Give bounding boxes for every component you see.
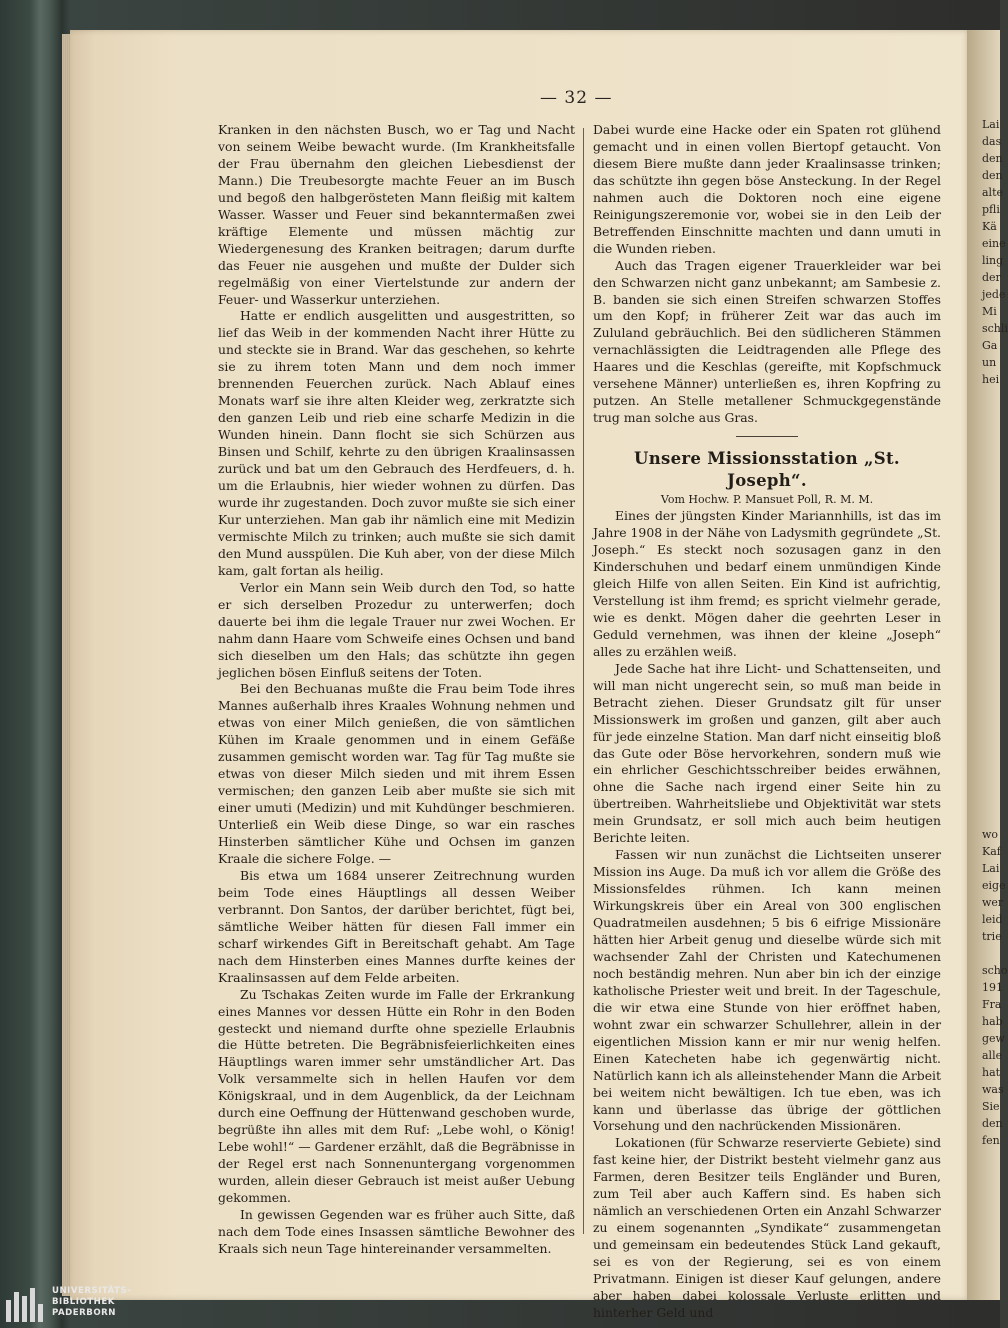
paragraph: Dabei wurde eine Hacke oder ein Spaten rot glühend gemacht und in einen vollen Biertopf getaucht. Von diesem Biere mußte dann jeder Kraalinsasse trinken; das schützte ihn gegen böse Ansteckung. In der Regel nahmen auch die Doktoren noch eine eigene Reinigungszeremonie vor, wobei sie in den Leib der Betreffenden Einschnitte machten und dann umuti in die Wunden rieben. bbox=[593, 122, 941, 256]
paragraph: Bis etwa um 1684 unserer Zeitrechnung wurden beim Tode eines Häuptlings all dessen Weiber verbrannt. Don Santos, der darüber berichtet, fügt bei, sämtliche Weiber hätten für diesen Fall immer ein scharf wirkendes Gift in Bereitschaft gehabt. Am Tage nach dem Hinsterben eines Mannes durfte keines der Kraalinsassen auf dem Felde arbeiten. bbox=[218, 867, 575, 985]
article-title: Unsere Missionsstation „St. Joseph“. bbox=[634, 449, 900, 491]
facing-page-fragment: ling bbox=[982, 254, 1004, 267]
facing-page-fragment: schli bbox=[982, 322, 1008, 335]
paragraph: Eines der jüngsten Kinder Mariannhills, ist das im Jahre 1908 in der Nähe von Ladysmith gegründete „St. Joseph.“ Es steckt noch sozusagen ganz in den Kinderschuhen und bedarf einem unmündigen Kinde gleich Hilfe von allen Seiten. Ein Kind ist aufrichtig, Verstellung ist ihm fremd; es spricht vielmehr gerade, wie es denkt. Mögen daher die geehrten Leser in Geduld vernehmen, was ihnen der kleine „Joseph“ alles zu erzählen weiß. bbox=[593, 508, 941, 659]
facing-page-fragment: Lai bbox=[982, 118, 1000, 131]
facing-page-fragment: den bbox=[982, 1117, 1003, 1130]
facing-page-fragment: alte bbox=[982, 186, 1004, 199]
page-number: — 32 — bbox=[540, 88, 613, 108]
paragraph: Fassen wir nun zunächst die Lichtseiten unserer Mission ins Auge. Da muß ich vor allem die Größe des Missionsfeldes rühmen. Ich kann meinen Wirkungskreis über ein Areal von 300 englischen Quadratmeilen ausdehnen; 5 bis 6 eifrige Missionäre hätten hier Arbeit genug und dieselbe würde sich mit wachsender Zahl der Christen und Katechumenen noch beständig mehren. Nun aber bin ich der einzige katholische Priester weit und breit. In der Tageschule, die wir etwa eine Stunde von hier eröffnet haben, wohnt zwar ein schwarzer Schullehrer, allein in der eigentlichen Mission kann er mir nur wenig helfen. Einen Katecheten habe ich gegenwärtig nicht. Natürlich kann ich als alleinstehender Mann die Arbeit bei weitem nicht bewältigen. Ich tue eben, was ich kann und überlasse das übrige der göttlichen Vorsehung und den nachrückenden Missionären. bbox=[593, 847, 941, 1134]
facing-page-fragment: trie bbox=[982, 930, 1002, 943]
article-byline: Vom Hochw. P. Mansuet Poll, R. M. M. bbox=[660, 493, 874, 507]
paragraph: Kranken in den nächsten Busch, wo er Tag und Nacht von seinem Weibe bewacht wurde. (Im Krankheitsfalle der Frau übernahm den gleichen Liebesdienst der Mann.) Die Treubesorgte machte Feuer an im Busch und begoß den halbgerösteten Mann fleißig mit kaltem Wasser. Wasser und Feuer sind bekanntermaßen zwei kräftige Elemente und müssen mächtig zur Wiedergenesung des Kranken beitragen; darum durfte das Feuer nie ausgehen und mußte der Dulder sich regelmäßig von einer Viertelstunde zur andern der Feuer- und Wasserkur unterziehen. bbox=[218, 122, 575, 307]
paragraph: Hatte er endlich ausgelitten und ausgestritten, so lief das Weib in der kommenden Nacht ihrer Hütte zu und steckte sie in Brand. War das geschehen, so kehrte sie zu ihrem toten Mann und dem noch immer brennenden Feuerchen zurück. Nach Ablauf eines Monats warf sie ihre alten Kleider weg, zerkratzte sich den ganzen Leib und rieb eine scharfe Medizin in die Wunden hinein. Dann flocht sie sich Schürzen aus Binsen und Schilf, kehrte zu den übrigen Kraalinsassen zurück und bat um den Gebrauch des Herdfeuers, d. h. um die Erlaubnis, hier wieder wohnen zu dürfen. Das wurde ihr zugestanden. Doch zuvor mußte sie sich einer Kur unterziehen. Man gab ihr nämlich eine mit Medizin vermischte Milch zu trinken; auch mußte sie sich damit den Mund ausspülen. Die Kuh aber, von der diese Milch kam, galt fortan als heilig. bbox=[218, 308, 575, 578]
facing-page-fragment: den bbox=[982, 169, 1003, 182]
paragraph: Zu Tschakas Zeiten wurde im Falle der Erkrankung eines Mannes vor dessen Hütte ein Rohr in den Boden gesteckt und niemand durfte ohne spezielle Erlaubnis die Hütte betreten. Die Begräbnisfeierlichkeiten eines Häuptlings waren immer sehr umständlicher Art. Das Volk versammelte sich in hellen Haufen vor dem Königskraal, und in dem Augenblick, da der Leichnam durch eine Oeffnung der Hüttenwand geschoben wurde, begrüßte ihn alles mit dem Ruf: „Lebe wohl, o König! Lebe wohl!“ — Gardener erzählt, daß die Begräbnisse in der Regel erst nach Sonnenuntergang vorgenommen wurden, allein dieser Gebrauch ist meist außer Uebung gekommen. bbox=[218, 986, 575, 1206]
facing-page-fragment: wo bbox=[982, 828, 999, 841]
paragraph: In gewissen Gegenden war es früher auch Sitte, daß nach dem Tode eines Insassen sämtliche Bewohner des Kraals sich neun Tage hintereinander versammelten. bbox=[218, 1207, 575, 1256]
facing-page-fragment: eige bbox=[982, 879, 1006, 892]
facing-page-fragment: Fra bbox=[982, 998, 1002, 1011]
section-separator bbox=[736, 436, 798, 437]
facing-page-fragment: hab bbox=[982, 1015, 1003, 1028]
facing-page-fragment: Kä bbox=[982, 220, 997, 233]
facing-page-fragment bbox=[982, 945, 1000, 962]
page-stack-edge bbox=[62, 34, 70, 1296]
facing-page-fragment: hat bbox=[982, 1066, 1001, 1079]
facing-page-text-bottom bbox=[982, 826, 1008, 1149]
paragraph: Lokationen (für Schwarze reservierte Gebiete) sind fast keine hier, der Distrikt besteht vielmehr ganz aus Farmen, deren Besitzer teils Engländer und Buren, zum Teil aber auch Kaffern sind. Es haben sich nämlich an verschiedenen Orten ein Anzahl Schwarzer zu einem sogenannten „Syndikate“ zusammengetan und gemeinsam ein bedeutendes Stück Land gekauft, sei es von der Regierung, sei es von einem Privatmann. Einigen ist dieser Kauf gelungen, andere aber haben dabei kolossale Verluste erlitten und hinterher Geld und bbox=[593, 1135, 941, 1320]
facing-page-text-top bbox=[982, 116, 1008, 388]
logo-line: PADERBORN bbox=[52, 1308, 116, 1318]
facing-page-fragment: fen bbox=[982, 1134, 1000, 1147]
right-column-continuation bbox=[593, 122, 941, 427]
facing-page-fragment: 191 bbox=[982, 981, 1003, 994]
facing-page-fragment: Kaf bbox=[982, 845, 1001, 858]
facing-page-fragment: un bbox=[982, 356, 997, 369]
facing-page-fragment: der bbox=[982, 271, 1001, 284]
library-logo-icon bbox=[6, 1288, 46, 1322]
facing-page-fragment: eine bbox=[982, 237, 1006, 250]
facing-page-fragment: den bbox=[982, 152, 1003, 165]
facing-page-fragment: jede bbox=[982, 288, 1006, 301]
facing-page-fragment: alle bbox=[982, 1049, 1003, 1062]
facing-page-fragment: das bbox=[982, 135, 1002, 148]
facing-page-fragment: Sie bbox=[982, 1100, 1000, 1113]
article-body bbox=[593, 508, 941, 1322]
facing-page-fragment: pfli bbox=[982, 203, 1000, 216]
paragraph: Bei den Bechuanas mußte die Frau beim Tode ihres Mannes außerhalb ihres Kraales Wohnung nehmen und etwas von einer Milch genießen, die von sämtlichen Kühen im Kraale genommen und in einem Gefäße zusammen gemischt worden war. Tag für Tag mußte sie etwas von dieser Milch sieden und mit ihrem Essen vermischen; den ganzen Leib aber mußte sie sich mit einer umuti (Medizin) und mit Kuhdünger beschmieren. Unterließ ein Weib diese Dinge, so war ein rasches Hinsterben sämtlicher Kühe und Ochsen im ganzen Kraale die sichere Folge. — bbox=[218, 681, 575, 866]
facing-page-fragment: Mi bbox=[982, 305, 997, 318]
paragraph: Auch das Tragen eigener Trauerkleider war bei den Schwarzen nicht ganz unbekannt; am Sambesie z. B. banden sie sich einen Streifen schwarzen Stoffes um den Kopf; in früherer Zeit war das auch im Zululand gebräuchlich. Bei den südlicheren Stämmen vernachlässigten die Leidtragenden alle Pflege des Haares und die Keschlas (gereifte, mit Kopfschmuck versehene Männer) unterließen es, ihren Kopfring zu putzen. An Stelle metallener Schmuckgegenstände trug man solche aus Gras. bbox=[593, 257, 941, 426]
facing-page-fragment: was bbox=[982, 1083, 1004, 1096]
paragraph: Verlor ein Mann sein Weib durch den Tod, so hatte er sich derselben Prozedur zu unterwerfen; doch dauerte bei ihm die legale Trauer nur zwei Wochen. Er nahm dann Haare vom Schweife eines Ochsen und band sich dieselben um den Hals; das schützte ihn gegen jeglichen bösen Einfluß seitens der Toten. bbox=[218, 579, 575, 680]
facing-page-fragment: Lai bbox=[982, 862, 1000, 875]
facing-page-fragment: leid bbox=[982, 913, 1003, 926]
facing-page-fragment: Ga bbox=[982, 339, 998, 352]
column-divider bbox=[583, 128, 584, 1234]
logo-line: BIBLIOTHEK bbox=[52, 1297, 115, 1307]
facing-page-fragment: hei bbox=[982, 373, 1000, 386]
facing-page-fragment: scho bbox=[982, 964, 1008, 977]
logo-line: UNIVERSITÄTS- bbox=[52, 1286, 132, 1296]
paragraph: Jede Sache hat ihre Licht- und Schattenseiten, und will man nicht ungerecht sein, so muß man beide in Betracht ziehen. Dieser Grundsatz gilt für unser Missionswerk im großen und ganzen, gilt aber auch für jede einzelne Station. Man darf nicht einseitig bloß das Gute oder Böse hervorkehren, sondern muß wie ein ehrlicher Geschichtsschreiber beides erwähnen, ohne die Sache nach irgend einer Seite hin zu übertreiben. Wahrheitsliebe und Objektivität war stets mein Grundsatz, er soll mich auch beim heutigen Berichte leiten. bbox=[593, 660, 941, 846]
facing-page-fragment: gew bbox=[982, 1032, 1005, 1045]
facing-page-fragment: wer bbox=[982, 896, 1004, 909]
left-column bbox=[218, 122, 575, 1256]
library-logo bbox=[0, 1282, 160, 1328]
right-column bbox=[593, 122, 941, 1320]
